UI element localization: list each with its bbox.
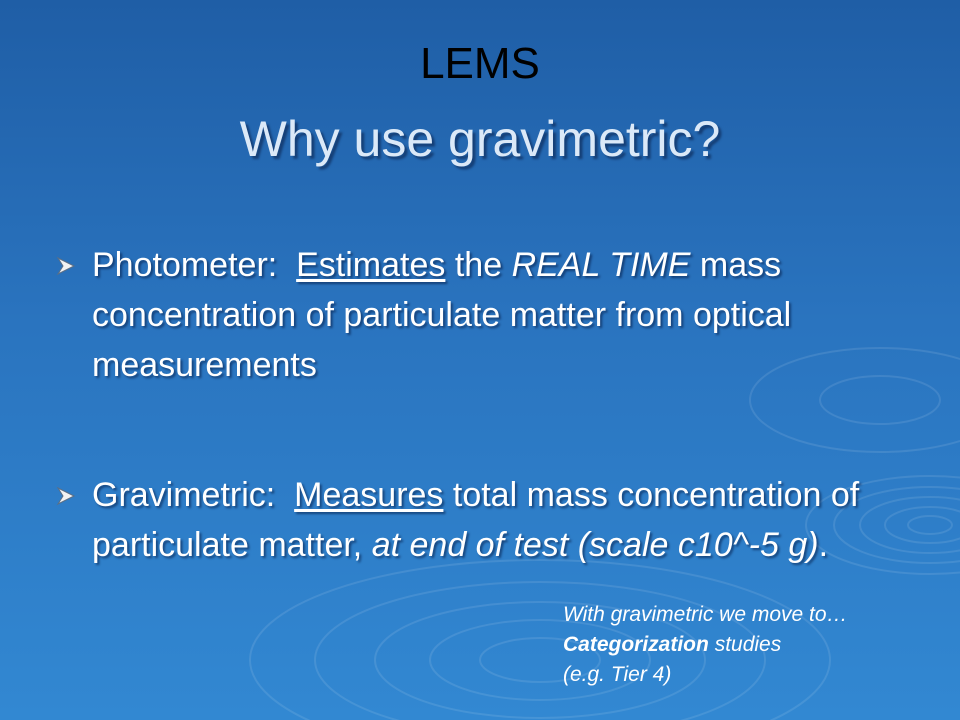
bullet-text: .	[818, 526, 829, 564]
note-line: (e.g. Tier 4)	[563, 663, 672, 686]
bullet-keyword: Measures	[294, 476, 444, 514]
bullet-keyword: Estimates	[296, 246, 446, 284]
bullet-gravimetric	[56, 470, 936, 570]
arrow-right-icon	[56, 256, 76, 276]
bullet-emphasis: at end of test (scale c10^-5 g)	[371, 526, 819, 564]
slide-title: Why use gravimetric?	[239, 111, 721, 167]
note-bold-term: Categorization	[563, 633, 709, 656]
arrow-right-icon	[56, 486, 76, 506]
bullet-emphasis: REAL TIME	[511, 246, 691, 284]
bullet-list	[56, 240, 936, 570]
bullet-label: Gravimetric:	[92, 476, 276, 514]
note-text: studies	[714, 633, 782, 656]
bullet-text: the	[454, 246, 503, 284]
note-line: With gravimetric we move to…	[563, 603, 848, 626]
side-note	[563, 600, 960, 690]
bullet-text: total mass concentration of particulate matter,	[92, 476, 860, 564]
note-line	[563, 630, 960, 660]
bullet-photometer	[56, 240, 936, 390]
header-title: LEMS	[420, 39, 540, 88]
bullet-label: Photometer:	[92, 246, 278, 284]
bullet-text: mass concentration of particulate matter from optical measurements	[92, 246, 792, 384]
